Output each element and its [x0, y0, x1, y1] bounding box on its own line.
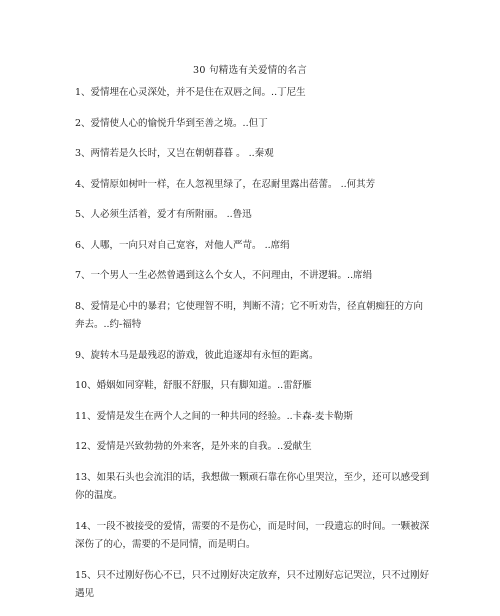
quote-item: 14、一段不被接受的爱情，需要的不是伤心，而是时间，一段遗忘的时间。一颗被深深伤了的心，需要的不是同情，而是明白。	[75, 520, 430, 550]
quote-item: 7、一个男人一生必然曾遇到这么个女人，不问理由，不讲逻辑。..席绢	[75, 270, 373, 281]
quote-item: 3、两情若是久长时，又岂在朝朝暮暮 。 ..秦观	[75, 148, 274, 159]
quote-item: 6、人哪，一向只对自己宽容，对他人严苛。 ..席绢	[75, 239, 290, 251]
quote-item: 9、旋转木马是最残忍的游戏，彼此追逐却有永恒的距离。	[75, 349, 319, 361]
document-title: 30 句精选有关爱情的名言	[192, 65, 307, 76]
quote-item: 5、人必须生活着，爱才有所附丽。 ..鲁迅	[75, 209, 252, 220]
quote-item: 11、爱情是发生在两个人之间的一种共同的经验。..卡森-麦卡勒斯	[75, 410, 353, 422]
quote-item: 12、爱情是兴致勃勃的外来客，是外来的自我。..爱献生	[75, 441, 312, 452]
quote-item: 15、只不过刚好伤心不已，只不过刚好决定放弃，只不过刚好忘记哭泣，只不过刚好遇见	[75, 569, 430, 599]
quote-item: 13、如果石头也会流泪的话，我想做一颗顽石靠在你心里哭泣，至少，还可以感受到你的温度。	[75, 471, 430, 501]
quote-list	[75, 84, 430, 616]
quote-item: 2、爱情使人心的愉悦升华到至善之境。..但丁	[75, 117, 268, 129]
quote-item: 8、爱情是心中的暴君；它使理智不明，判断不清；它不听劝告，径直朝痴狂的方向奔去。..约-福特	[75, 300, 424, 330]
quote-item: 10、婚姻如同穿鞋，舒服不舒服，只有脚知道。..雷舒雁	[75, 380, 312, 391]
quote-item: 4、爱情原如树叶一样，在人忽视里绿了，在忍耐里露出蓓蕾。 ..何其芳	[75, 178, 376, 190]
quote-item: 1、爱情埋在心灵深处，并不是住在双唇之间。..丁尼生	[75, 87, 306, 98]
